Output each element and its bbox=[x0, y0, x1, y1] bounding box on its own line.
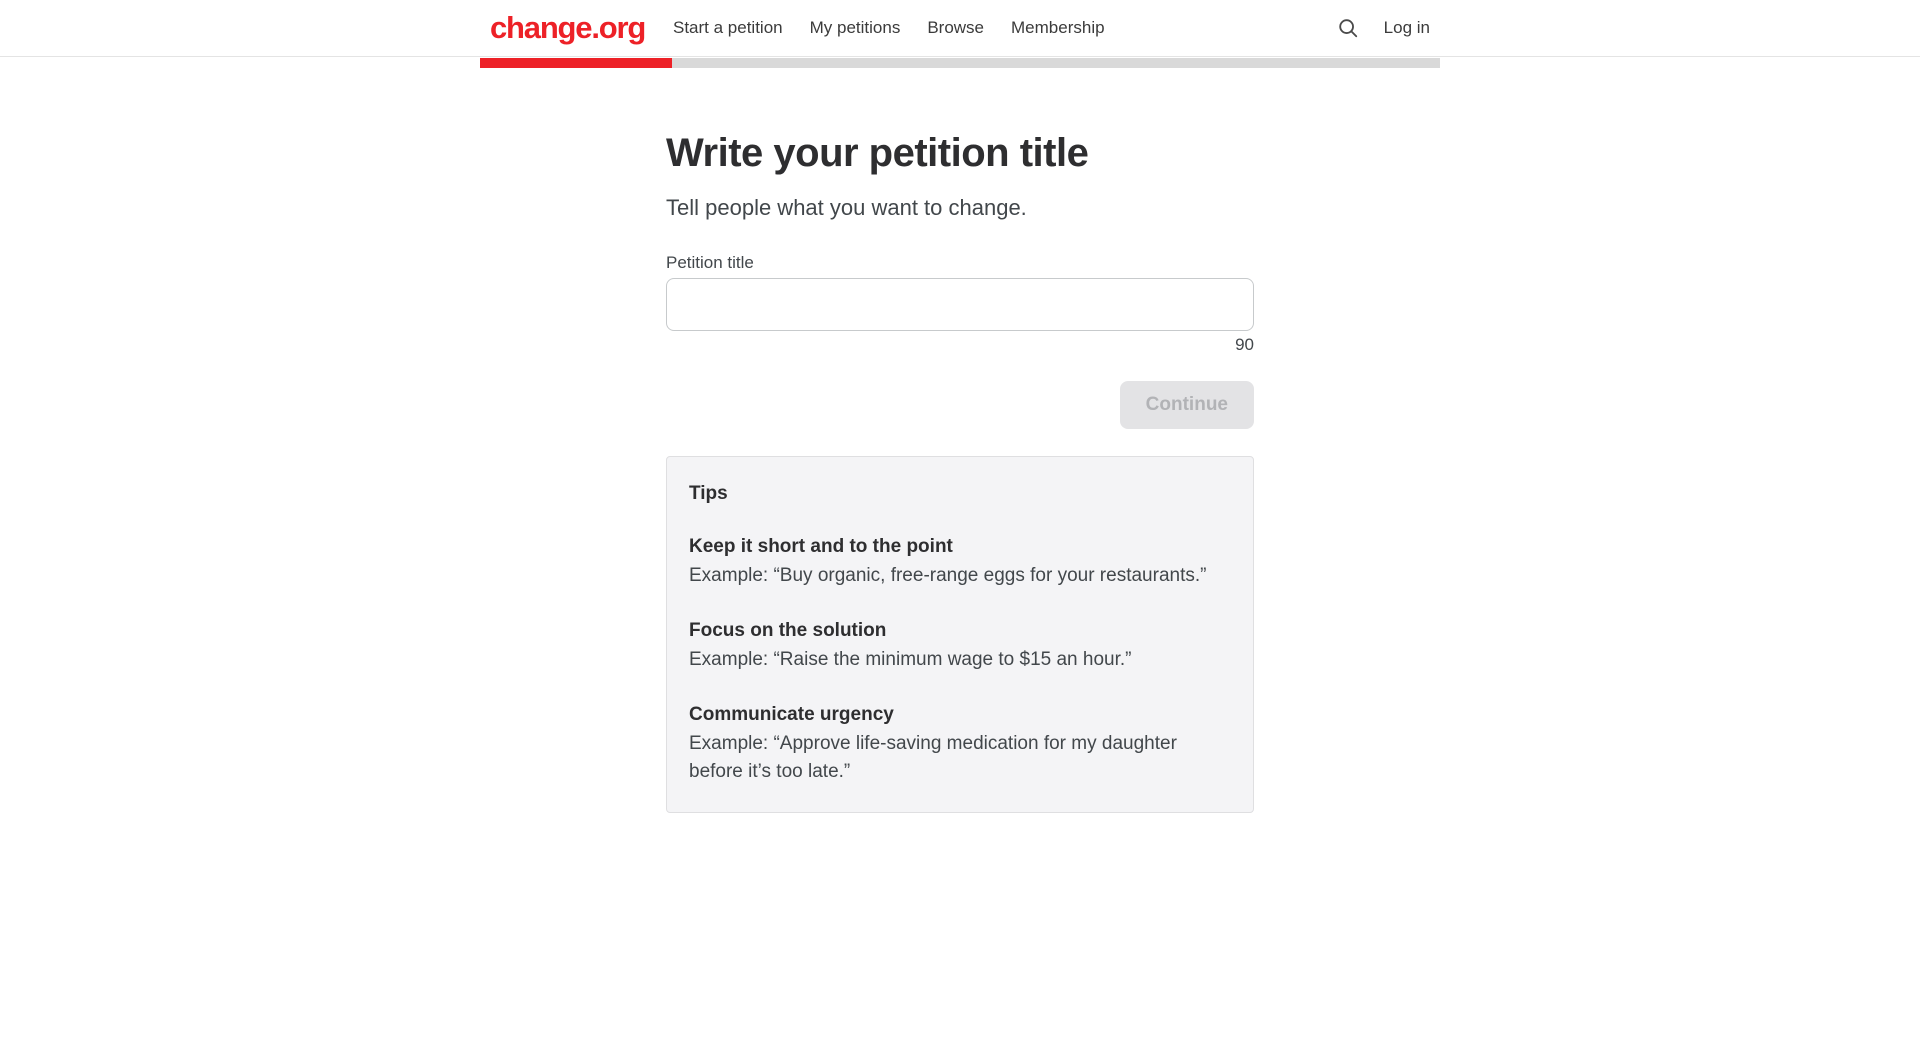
search-icon[interactable] bbox=[1336, 16, 1360, 40]
tip-example: Example: “Approve life-saving medication for my daughter before it’s too late.” bbox=[689, 733, 1177, 782]
tip-title: Communicate urgency bbox=[689, 704, 894, 725]
nav-my-petitions[interactable]: My petitions bbox=[809, 18, 901, 37]
tips-panel bbox=[666, 456, 1254, 813]
tip-item bbox=[689, 535, 1231, 590]
nav-membership[interactable]: Membership bbox=[1011, 18, 1105, 37]
login-link[interactable]: Log in bbox=[1383, 18, 1430, 37]
main-nav bbox=[673, 0, 1105, 56]
page-subtitle: Tell people what you want to change. bbox=[666, 195, 1027, 220]
continue-button[interactable]: Continue bbox=[1120, 381, 1254, 429]
progress-bar bbox=[480, 58, 1440, 68]
tips-heading: Tips bbox=[689, 483, 728, 504]
petition-title-label: Petition title bbox=[666, 253, 754, 272]
tip-title: Focus on the solution bbox=[689, 620, 887, 641]
nav-browse[interactable]: Browse bbox=[927, 18, 985, 37]
page-title: Write your petition title bbox=[666, 131, 1089, 175]
char-counter: 90 bbox=[1235, 335, 1254, 354]
tip-example: Example: “Raise the minimum wage to $15 an hour.” bbox=[689, 649, 1132, 670]
header-right bbox=[1336, 0, 1430, 56]
header bbox=[0, 0, 1920, 57]
tip-item bbox=[689, 703, 1231, 786]
nav-start-a-petition[interactable]: Start a petition bbox=[673, 18, 783, 37]
progress-fill bbox=[480, 58, 672, 68]
changeorg-logo[interactable]: change.org bbox=[490, 10, 646, 45]
main-content bbox=[666, 68, 1254, 813]
tip-title: Keep it short and to the point bbox=[689, 536, 953, 557]
tip-item bbox=[689, 619, 1231, 674]
petition-title-input[interactable] bbox=[666, 278, 1254, 331]
tip-example: Example: “Buy organic, free-range eggs for your restaurants.” bbox=[689, 565, 1207, 586]
button-row bbox=[666, 381, 1254, 429]
